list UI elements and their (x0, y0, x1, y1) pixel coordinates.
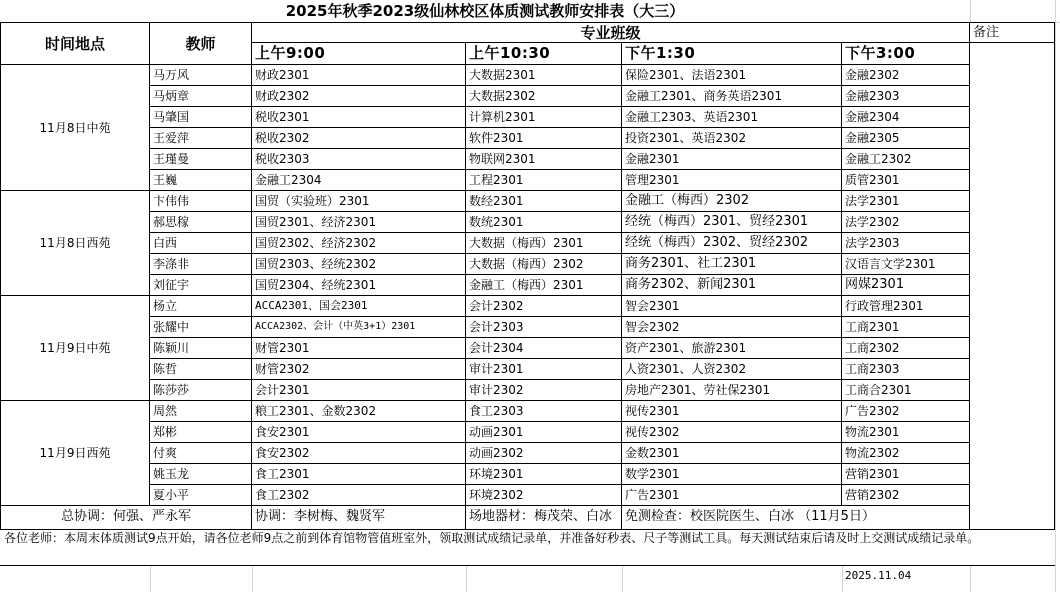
slot-2-cell: 会计2303 (466, 317, 622, 338)
slot-3-cell: 经统（梅西）2301、贸经2301 (622, 212, 842, 233)
slot-3-cell: 数学2301 (622, 464, 842, 485)
grid-line (1055, 0, 1056, 592)
teacher-cell: 陈颖川 (150, 338, 252, 359)
slot-4-cell: 营销2302 (842, 485, 970, 506)
group-label: 11月9日中苑 (0, 296, 150, 401)
grid-line (252, 566, 253, 592)
slot-1-cell: 食安2301 (252, 422, 466, 443)
slot-1-cell: 国贸2302、经济2302 (252, 233, 466, 254)
teacher-cell: 姚玉龙 (150, 464, 252, 485)
slot-4-cell: 金融2302 (842, 65, 970, 86)
slot-3-cell: 商务2301、社工2301 (622, 254, 842, 275)
slot-2-cell: 工程2301 (466, 170, 622, 191)
slot-2-cell: 物联网2301 (466, 149, 622, 170)
slot-2-cell: 金融工（梅西）2301 (466, 275, 622, 296)
slot-4-cell: 网媒2301 (842, 275, 970, 296)
slot-3-cell: 商务2302、新闻2301 (622, 275, 842, 296)
slot-2-cell: 大数据（梅西）2302 (466, 254, 622, 275)
slot-2-cell: 大数据2301 (466, 65, 622, 86)
remark-column (970, 43, 1055, 530)
header-class-group: 专业班级 (252, 22, 970, 43)
slot-2-cell: 审计2302 (466, 380, 622, 401)
slot-2-cell: 数统2301 (466, 212, 622, 233)
slot-1-cell: 税收2302 (252, 128, 466, 149)
slot-2-cell: 大数据（梅西）2301 (466, 233, 622, 254)
slot-3-cell: 房地产2301、劳社保2301 (622, 380, 842, 401)
slot-2-cell: 数经2301 (466, 191, 622, 212)
slot-1-cell: 财管2301 (252, 338, 466, 359)
grid-line (842, 566, 843, 592)
grid-line (466, 566, 467, 592)
issue-date: 2025.11.04 (845, 569, 912, 582)
assist-cell: 协调：李树梅、魏贤军 (252, 506, 466, 530)
grid-line (970, 0, 971, 22)
slot-3-cell: 金融工2301、商务英语2301 (622, 86, 842, 107)
slot-2-cell: 审计2301 (466, 359, 622, 380)
teacher-cell: 卞伟伟 (150, 191, 252, 212)
header-time-place: 时间地点 (0, 22, 150, 65)
slot-2-cell: 食工2303 (466, 401, 622, 422)
teacher-cell: 张耀中 (150, 317, 252, 338)
teacher-cell: 王爱萍 (150, 128, 252, 149)
header-slot-1: 上午9:00 (252, 43, 466, 65)
slot-1-cell: ACCA2302、会计（中英3+1）2301 (252, 317, 466, 338)
header-teacher: 教师 (150, 22, 252, 65)
slot-4-cell: 广告2302 (842, 401, 970, 422)
slot-1-cell: ACCA2301、国会2301 (252, 296, 466, 317)
slot-4-cell: 法学2303 (842, 233, 970, 254)
slot-1-cell: 食安2302 (252, 443, 466, 464)
slot-2-cell: 会计2304 (466, 338, 622, 359)
header-remark: 备注 (970, 22, 1055, 43)
coordination-cell: 总协调：何强、严永军 (0, 506, 252, 530)
header-slot-2: 上午10:30 (466, 43, 622, 65)
teacher-cell: 马万风 (150, 65, 252, 86)
slot-4-cell: 工商2303 (842, 359, 970, 380)
slot-3-cell: 视传2301 (622, 401, 842, 422)
slot-3-cell: 资产2301、旅游2301 (622, 338, 842, 359)
remark-footer-cell (970, 506, 1055, 530)
slot-4-cell: 法学2302 (842, 212, 970, 233)
slot-1-cell: 税收2303 (252, 149, 466, 170)
sheet-title: 2025年秋季2023级仙林校区体质测试教师安排表（大三） (285, 2, 685, 20)
slot-3-cell: 管理2301 (622, 170, 842, 191)
slot-4-cell: 金融2303 (842, 86, 970, 107)
header-slot-4: 下午3:00 (842, 43, 970, 65)
teacher-cell: 马肇国 (150, 107, 252, 128)
slot-3-cell: 广告2301 (622, 485, 842, 506)
slot-1-cell: 会计2301 (252, 380, 466, 401)
slot-1-cell: 国贸2301、经济2301 (252, 212, 466, 233)
slot-2-cell: 计算机2301 (466, 107, 622, 128)
teacher-cell: 刘征宇 (150, 275, 252, 296)
slot-3-cell: 金融工（梅西）2302 (622, 191, 842, 212)
teacher-cell: 郝思稼 (150, 212, 252, 233)
teacher-cell: 周然 (150, 401, 252, 422)
equipment-cell: 场地器材：梅茂荣、白冰 (466, 506, 622, 530)
teacher-cell: 李涤非 (150, 254, 252, 275)
slot-4-cell: 营销2301 (842, 464, 970, 485)
group-label: 11月8日中苑 (0, 65, 150, 191)
slot-3-cell: 金融2301 (622, 149, 842, 170)
slot-3-cell: 金数2301 (622, 443, 842, 464)
group-label: 11月8日西苑 (0, 191, 150, 296)
teacher-cell: 夏小平 (150, 485, 252, 506)
teacher-cell: 白西 (150, 233, 252, 254)
slot-4-cell: 汉语言文学2301 (842, 254, 970, 275)
slot-4-cell: 金融2305 (842, 128, 970, 149)
grid-line (970, 566, 971, 592)
slot-3-cell: 智会2302 (622, 317, 842, 338)
teacher-cell: 陈莎莎 (150, 380, 252, 401)
slot-3-cell: 保险2301、法语2301 (622, 65, 842, 86)
teacher-cell: 王巍 (150, 170, 252, 191)
exemption-cell: 免测检查：校医院医生、白冰 （11月5日） (622, 506, 970, 530)
slot-1-cell: 国贸（实验班）2301 (252, 191, 466, 212)
teacher-cell: 陈哲 (150, 359, 252, 380)
slot-4-cell: 法学2301 (842, 191, 970, 212)
grid-line (150, 566, 151, 592)
slot-3-cell: 人资2301、人资2302 (622, 359, 842, 380)
slot-2-cell: 环境2302 (466, 485, 622, 506)
slot-1-cell: 国贸2303、经统2302 (252, 254, 466, 275)
slot-1-cell: 食工2301 (252, 464, 466, 485)
slot-2-cell: 动画2302 (466, 443, 622, 464)
slot-4-cell: 行政管理2301 (842, 296, 970, 317)
teacher-cell: 王瑾曼 (150, 149, 252, 170)
slot-3-cell: 投资2301、英语2302 (622, 128, 842, 149)
slot-2-cell: 大数据2302 (466, 86, 622, 107)
teacher-cell: 郑彬 (150, 422, 252, 443)
slot-1-cell: 财政2302 (252, 86, 466, 107)
slot-4-cell: 工商2302 (842, 338, 970, 359)
slot-1-cell: 粮工2301、金数2302 (252, 401, 466, 422)
slot-4-cell: 工商2301 (842, 317, 970, 338)
slot-3-cell: 金融工2303、英语2301 (622, 107, 842, 128)
slot-1-cell: 财政2301 (252, 65, 466, 86)
slot-4-cell: 质管2301 (842, 170, 970, 191)
teacher-cell: 杨立 (150, 296, 252, 317)
slot-2-cell: 环境2301 (466, 464, 622, 485)
grid-line (622, 566, 623, 592)
slot-1-cell: 食工2302 (252, 485, 466, 506)
slot-4-cell: 金融2304 (842, 107, 970, 128)
group-label: 11月9日西苑 (0, 401, 150, 506)
slot-2-cell: 软件2301 (466, 128, 622, 149)
slot-3-cell: 智会2301 (622, 296, 842, 317)
slot-4-cell: 物流2301 (842, 422, 970, 443)
slot-1-cell: 税收2301 (252, 107, 466, 128)
teacher-notice: 各位老师：本周末体质测试9点开始，请各位老师9点之前到体育馆物管值班室外，领取测试成绩记录单，并准备好秒表、尺子等测试工具。每天测试结束后请及时上交测试成绩记录单。 (0, 530, 1055, 566)
slot-4-cell: 工商合2301 (842, 380, 970, 401)
slot-4-cell: 金融工2302 (842, 149, 970, 170)
slot-1-cell: 财管2302 (252, 359, 466, 380)
slot-1-cell: 国贸2304、经统2301 (252, 275, 466, 296)
slot-2-cell: 动画2301 (466, 422, 622, 443)
slot-4-cell: 物流2302 (842, 443, 970, 464)
slot-2-cell: 会计2302 (466, 296, 622, 317)
header-slot-3: 下午1:30 (622, 43, 842, 65)
teacher-cell: 付爽 (150, 443, 252, 464)
slot-3-cell: 经统（梅西）2302、贸经2302 (622, 233, 842, 254)
slot-1-cell: 金融工2304 (252, 170, 466, 191)
teacher-cell: 马炳章 (150, 86, 252, 107)
slot-3-cell: 视传2302 (622, 422, 842, 443)
